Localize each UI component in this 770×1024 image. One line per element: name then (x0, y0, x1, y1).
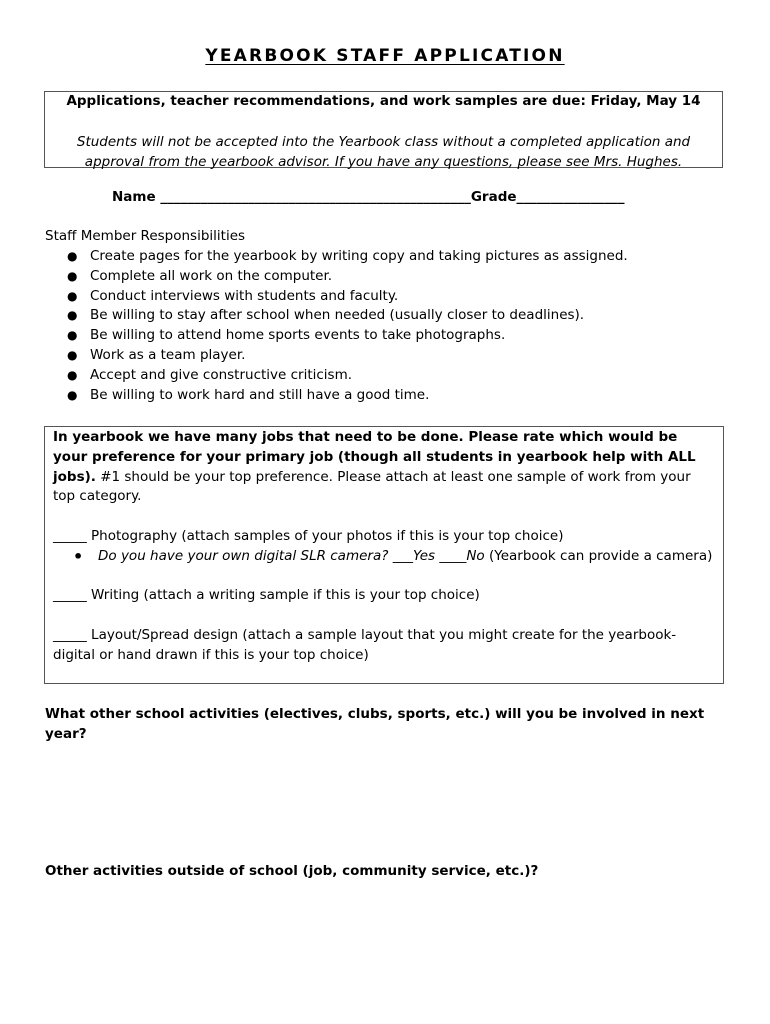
name-grade-line (112, 189, 625, 205)
page-title: YEARBOOK STAFF APPLICATION (205, 46, 565, 66)
grade-label: Grade (470, 189, 517, 205)
camera-question[interactable]: Do you have your own digital SLR camera? ___Yes ____No (98, 547, 485, 564)
job-intro-bold: In yearbook we have many jobs that need to be done. Please rate which would be your preference for your primary job (though all students in yearbook help with ALL jobs). (53, 429, 696, 485)
list-item: ● Complete all work on the computer. (45, 267, 628, 287)
camera-question-item (53, 547, 715, 567)
acceptance-note: Students will not be accepted into the Yearbook class without a completed application and approval from the yearbook advisor. If you have any questions, please see Mrs. Hughes. (76, 134, 691, 170)
bullet-icon: ● (67, 328, 78, 343)
school-activities-question: What other school activities (electives, clubs, sports, etc.) will you be involved in next year? (45, 706, 705, 742)
list-item: ● Be willing to stay after school when needed (usually closer to deadlines). (45, 306, 628, 326)
bullet-icon: ● (67, 288, 78, 303)
name-field[interactable]: ______________________________________________ (160, 189, 471, 205)
list-item: ● Conduct interviews with students and faculty. (45, 287, 628, 307)
job-intro (53, 428, 715, 507)
deadline-notice-box (44, 91, 723, 168)
name-label: Name (112, 189, 156, 205)
bullet-icon: ● (67, 367, 78, 382)
writing-option[interactable]: _____ Writing (attach a writing sample if this is your top choice) (53, 587, 480, 604)
bullet-icon: ● (67, 268, 78, 283)
responsibilities-list (45, 247, 628, 405)
outside-activities-question: Other activities outside of school (job, community service, etc.)? (45, 863, 539, 879)
responsibilities-heading: Staff Member Responsibilities (45, 228, 246, 244)
bullet-icon: ● (67, 249, 78, 263)
due-date-text: Applications, teacher recommendations, and work samples are due: Friday, May 14 (66, 93, 701, 109)
grade-field[interactable]: ________________ (516, 189, 625, 205)
bullet-icon: ● (67, 347, 78, 362)
layout-option[interactable]: _____ Layout/Spread design (attach a sample layout that you might create for the yearbook-digital or hand drawn if this is your top choice) (53, 626, 677, 663)
job-preference-box (44, 426, 724, 684)
bullet-icon: • (73, 546, 84, 566)
photography-option[interactable]: _____ Photography (attach samples of your photos if this is your top choice) (53, 527, 564, 544)
job-intro-rest: #1 should be your top preference. Please attach at least one sample of work from your top category. (53, 468, 691, 505)
list-item: ● Create pages for the yearbook by writing copy and taking pictures as assigned. (45, 247, 628, 267)
list-item: ● Be willing to attend home sports events to take photographs. (45, 326, 628, 346)
bullet-icon: ● (67, 308, 78, 323)
list-item: ● Be willing to work hard and still have a good time. (45, 386, 628, 406)
list-item: ● Work as a team player. (45, 346, 628, 366)
camera-note: (Yearbook can provide a camera) (484, 547, 713, 564)
list-item: ● Accept and give constructive criticism. (45, 366, 628, 386)
bullet-icon: ● (67, 387, 78, 402)
